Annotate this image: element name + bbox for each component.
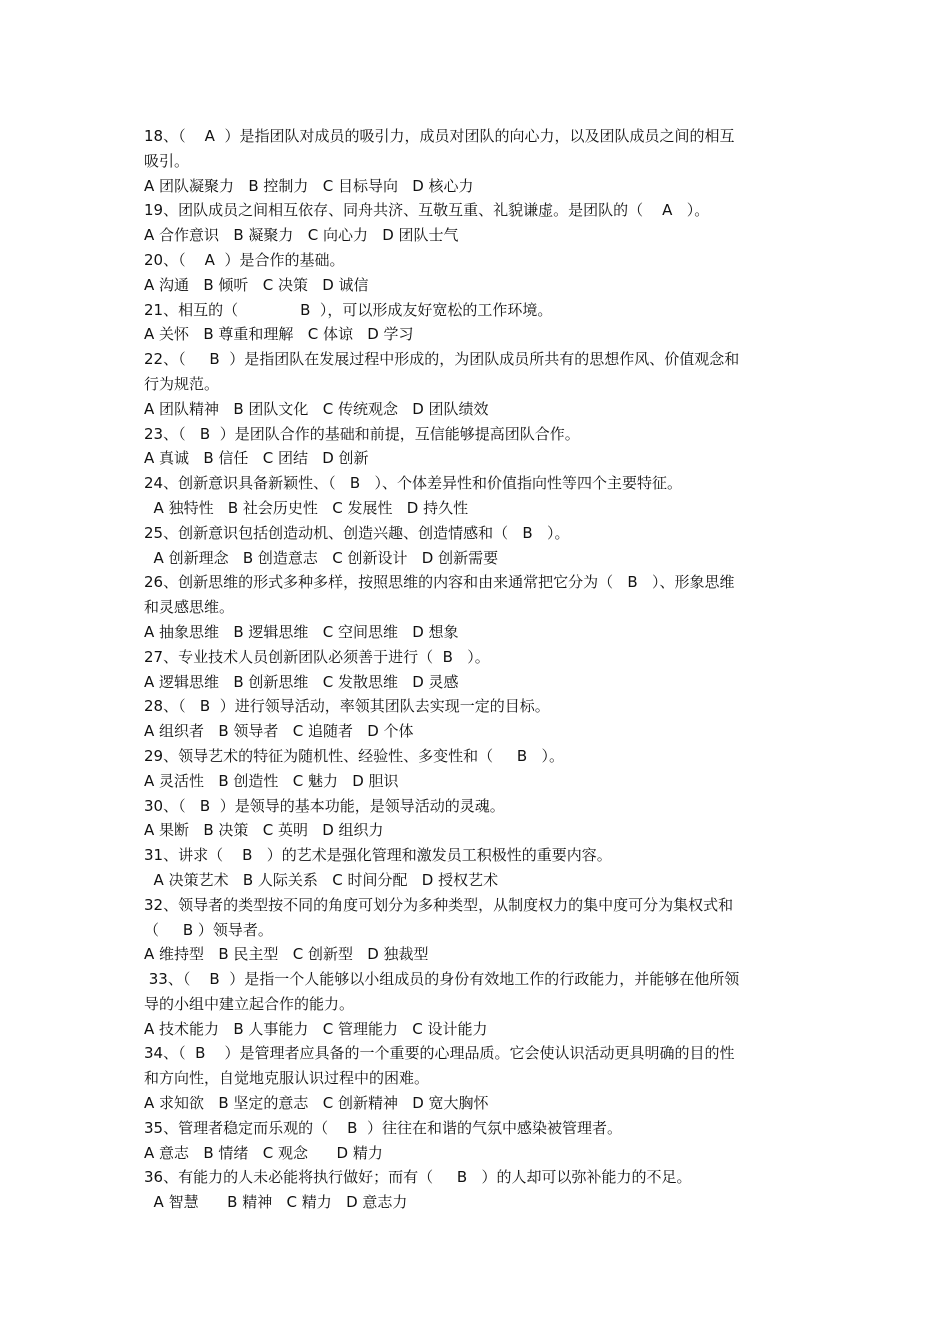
text-line: 和灵感思维。 — [144, 598, 235, 617]
text-line: 27、专业技术人员创新团队必须善于进行（ B ）。 — [144, 647, 490, 666]
text-line: 18、（ A ）是指团队对成员的吸引力，成员对团队的向心力，以及团队成员之间的相互 — [144, 127, 735, 145]
text-line: 24、创新意识具备新颖性、（ B ）、个体差异性和价值指向性等四个主要特征。 — [144, 474, 682, 493]
text-line: 21、相互的（ B ），可以形成友好宽松的工作环境。 — [144, 300, 553, 319]
document-body — [144, 124, 814, 1215]
text-line: A 关怀 B 尊重和理解 C 体谅 D 学习 — [144, 325, 414, 344]
text-line: 31、讲求（ B ）的艺术是强化管理和激发员工积极性的重要内容。 — [144, 846, 612, 865]
text-line: 35、管理者稳定而乐观的（ B ）往往在和谐的气氛中感染被管理者。 — [144, 1118, 622, 1137]
text-line: A 创新理念 B 创造意志 C 创新设计 D 创新需要 — [144, 548, 499, 567]
text-line: 29、领导艺术的特征为随机性、经验性、多变性和（ B ）。 — [144, 746, 565, 765]
text-line: A 团队凝聚力 B 控制力 C 目标导向 D 核心力 — [144, 176, 474, 195]
text-line: A 逻辑思维 B 创新思维 C 发散思维 D 灵感 — [144, 672, 459, 691]
text-line: A 维持型 B 民主型 C 创新型 D 独裁型 — [144, 945, 429, 964]
text-line: 吸引。 — [144, 151, 190, 170]
text-line: A 智慧 B 精神 C 精力 D 意志力 — [144, 1193, 408, 1212]
text-line: 36、有能力的人未必能将执行做好；而有（ B ）的人却可以弥补能力的不足。 — [144, 1168, 692, 1187]
text-line: 22、（ B ）是指团队在发展过程中形成的，为团队成员所共有的思想作风、价值观念和 — [144, 350, 740, 369]
text-line: A 组织者 B 领导者 C 追随者 D 个体 — [144, 722, 414, 741]
text-line: 19、团队成员之间相互依存、同舟共济、互敬互重、礼貌谦虚。是团队的（ A ）。 — [144, 201, 710, 220]
text-line: A 灵活性 B 创造性 C 魅力 D 胆识 — [144, 771, 399, 790]
text-line: A 决策艺术 B 人际关系 C 时间分配 D 授权艺术 — [144, 870, 499, 889]
text-line: 行为规范。 — [144, 374, 220, 393]
text-line: A 意志 B 情绪 C 观念 D 精力 — [144, 1143, 383, 1162]
text-line: 34、（ B ）是管理者应具备的一个重要的心理品质。它会使认识活动更具明确的目的性 — [144, 1044, 735, 1063]
text-line: 和方向性，自觉地克服认识过程中的困难。 — [144, 1069, 430, 1088]
text-line: A 技术能力 B 人事能力 C 管理能力 C 设计能力 — [144, 1019, 488, 1038]
text-line: A 果断 B 决策 C 英明 D 组织力 — [144, 821, 384, 840]
text-line: 32、领导者的类型按不同的角度可划分为多种类型，从制度权力的集中度可分为集权式和 — [144, 895, 734, 914]
text-line: A 沟通 B 倾听 C 决策 D 诚信 — [144, 275, 369, 294]
text-line: A 独特性 B 社会历史性 C 发展性 D 持久性 — [144, 498, 469, 517]
text-line: 25、创新意识包括创造动机、创造兴趣、创造情感和（ B ）。 — [144, 523, 570, 542]
text-line: A 团队精神 B 团队文化 C 传统观念 D 团队绩效 — [144, 399, 489, 418]
text-line: A 真诚 B 信任 C 团结 D 创新 — [144, 449, 369, 468]
text-line: （ B ）领导者。 — [144, 920, 273, 939]
text-line: 导的小组中建立起合作的能力。 — [144, 994, 355, 1013]
text-line: A 抽象思维 B 逻辑思维 C 空间思维 D 想象 — [144, 622, 459, 641]
text-line: 28、（ B ）进行领导活动，率领其团队去实现一定的目标。 — [144, 697, 550, 716]
text-line: 26、创新思维的形式多种多样，按照思维的内容和由来通常把它分为（ B ）、形象思维 — [144, 573, 735, 592]
text-line: 33、（ B ）是指一个人能够以小组成员的身份有效地工作的行政能力，并能够在他所领 — [144, 970, 740, 989]
text-line: 20、（ A ）是合作的基础。 — [144, 250, 345, 269]
text-line: 30、（ B ）是领导的基本功能，是领导活动的灵魂。 — [144, 796, 505, 815]
text-line: A 求知欲 B 坚定的意志 C 创新精神 D 宽大胸怀 — [144, 1094, 489, 1113]
text-line: A 合作意识 B 凝聚力 C 向心力 D 团队士气 — [144, 226, 459, 245]
text-line: 23、（ B ）是团队合作的基础和前提，互信能够提高团队合作。 — [144, 424, 580, 443]
